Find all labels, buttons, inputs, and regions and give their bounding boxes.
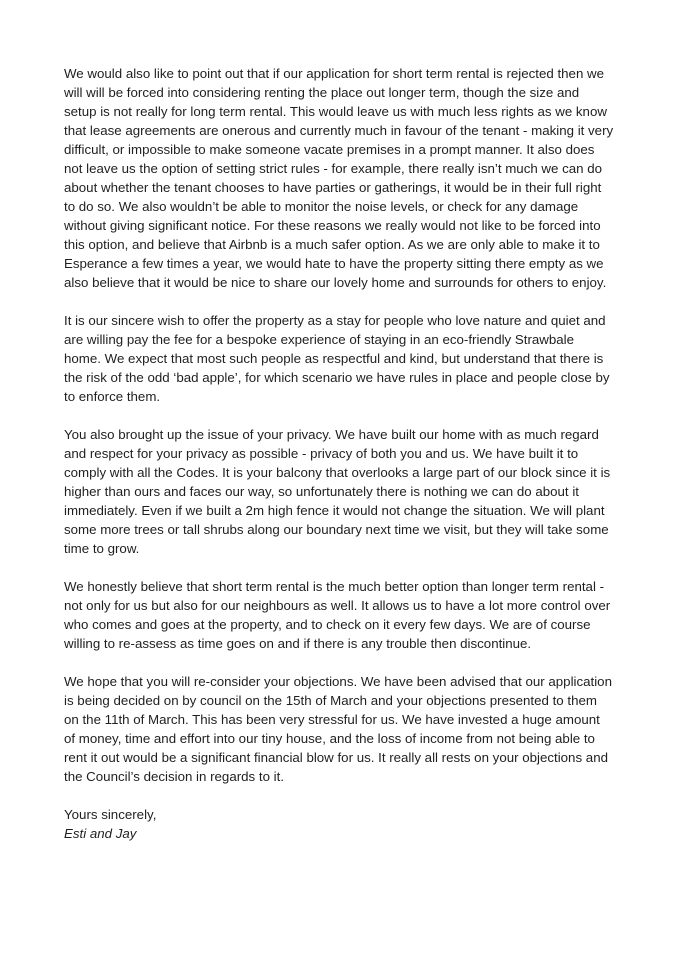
letter-page <box>64 64 614 843</box>
paragraph-privacy: You also brought up the issue of your privacy. We have built our home with as much regard and respect for your privacy as possible - privacy of both you and us. We have built it to comply with all the Codes. It is your balcony that overlooks a large part of our block since it is higher than ours and faces our way, so unfortunately there is nothing we can do about it immediately. Even if we built a 2m high fence it would not change the situation. We will plant some more trees or tall shrubs along our boundary next time we visit, but they will take some time to grow. <box>64 427 611 556</box>
signature: Esti and Jay <box>64 826 137 841</box>
paragraph-better-option: We honestly believe that short term rental is the much better option than longer term rental - not only for us but also for our neighbours as well. It allows us to have a lot more control over who comes and goes at the property, and to check on it every few days. We are of course willing to re-assess as time goes on and if there is any trouble then discontinue. <box>64 579 611 651</box>
closing-line: Yours sincerely, <box>64 807 157 822</box>
paragraph-short-term-rental-rejection: We would also like to point out that if our application for short term rental is rejected then we will will be forced into considering renting the place out longer term, though the size and setup is not really for long term rental. This would leave us with much less rights as we know that lease agreements are onerous and currently much in favour of the tenant - making it very difficult, or impossible to make someone vacate premises in a prompt manner. It also does not leave us the option of setting strict rules - for example, there really isn’t much we can do about whether the tenant chooses to have parties or gatherings, it would be in their full right to do so. We also wouldn’t be able to monitor the noise levels, or check for any damage without giving significant notice. For these reasons we really would not like to be forced into this option, and believe that Airbnb is a much safer option. As we are only able to make it to Esperance a few times a year, we would hate to have the property sitting there empty as we also believe that it would be nice to share our lovely home and surrounds for others to enjoy. <box>64 66 614 290</box>
paragraph-sincere-wish: It is our sincere wish to offer the property as a stay for people who love nature and quiet and are willing pay the fee for a bespoke experience of staying in an eco-friendly Strawbale home. We expect that most such people as respectful and kind, but understand that there is the risk of the odd ‘bad apple’, for which scenario we have rules in place and people close by to enforce them. <box>64 313 610 404</box>
paragraph-reconsider-objections: We hope that you will re-consider your objections. We have been advised that our application is being decided on by council on the 15th of March and your objections presented to them on the 11th of March. This has been very stressful for us. We have invested a huge amount of money, time and effort into our tiny house, and the loss of income from not being able to rent it out would be a significant financial blow for us. It really all rests on your objections and the Council’s decision in regards to it. <box>64 674 612 784</box>
